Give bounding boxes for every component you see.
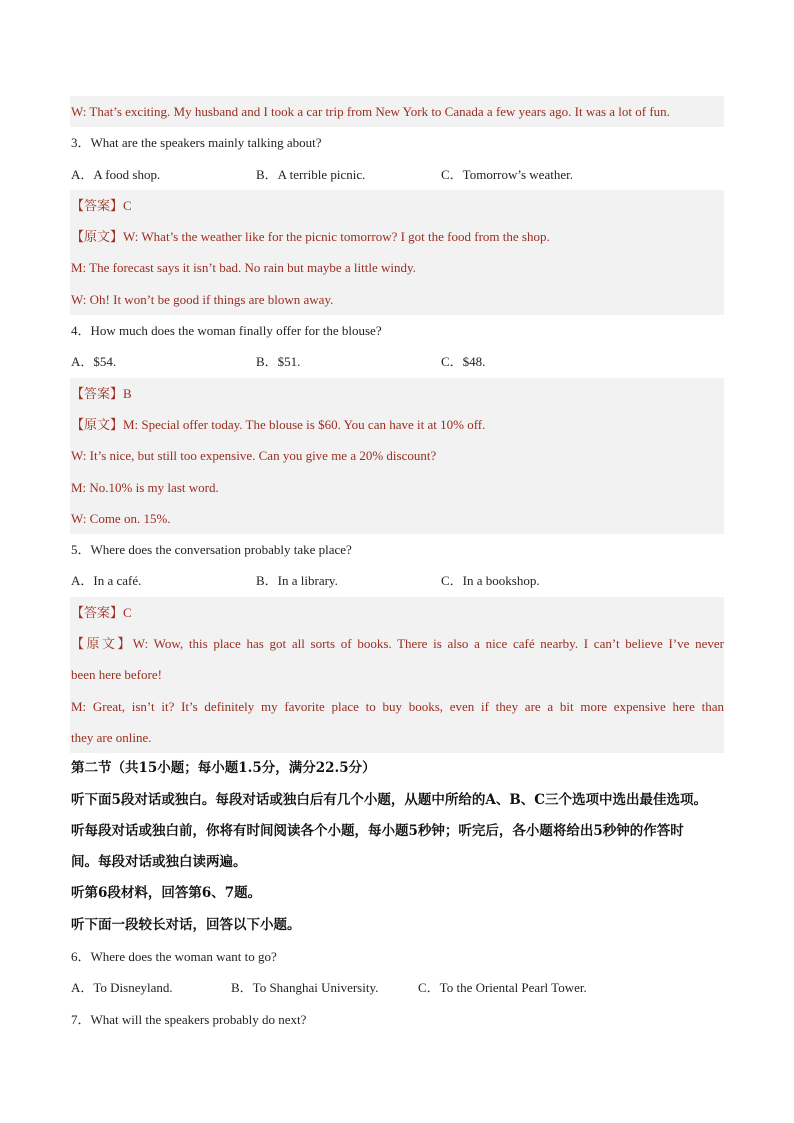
long-dialogue-heading: 听下面一段较长对话，回答以下小题。 [71,916,301,933]
option-b: B．To Shanghai University. [231,980,379,996]
option-b: B．In a library. [256,573,338,589]
transcript-line: W: Come on. 15%. [70,503,724,534]
transcript-line: they are online. [70,722,724,753]
section-2-title: 第二节（共15小题；每小题1.5分，满分22.5分） [71,760,376,777]
transcript-line: been here before! [70,659,724,690]
option-c: C．Tomorrow’s weather. [441,166,573,182]
transcript-line: M: Great, isn’t it? It’s definitely my favorite place to buy books, even if they are a bit more expensive here than [70,691,724,722]
question-3: 3．What are the speakers mainly talking about? [71,135,322,151]
material-heading: 听第6段材料，回答第6、7题。 [71,885,262,902]
question-4: 4．How much does the woman finally offer for the blouse? [71,323,382,339]
section-2-instruction: 间。每段对话或独白读两遍。 [71,854,247,871]
transcript-line: W: Oh! It won’t be good if things are blown away. [70,284,724,315]
question-5: 5．Where does the conversation probably take place? [71,542,352,558]
question-5-options [70,565,724,596]
question-6-options [70,972,724,1003]
dialogue-line: W: That’s exciting. My husband and I took a car trip from New York to Canada a few years ago. It was a lot of fun. [70,96,724,127]
option-a: A．A food shop. [71,166,161,182]
option-a: A．To Disneyland. [71,980,173,996]
option-a: A．In a café. [71,573,142,589]
option-b: B．$51. [256,354,301,370]
option-c: C．$48. [441,354,486,370]
transcript-line: M: No.10% is my last word. [70,472,724,503]
transcript-line: M: The forecast says it isn’t bad. No rain but maybe a little windy. [70,252,724,283]
transcript-line: 【原文】M: Special offer today. The blouse is $60. You can have it at 10% off. [70,409,724,440]
answer-5: 【答案】C [70,597,724,628]
document-page [70,96,724,1035]
transcript-line: 【原文】W: What’s the weather like for the picnic tomorrow? I got the food from the shop. [70,221,724,252]
question-4-options [70,346,724,377]
option-c: C．To the Oriental Pearl Tower. [418,980,587,996]
transcript-line: W: It’s nice, but still too expensive. Can you give me a 20% discount? [70,440,724,471]
section-2-instruction: 听下面5段对话或独白。每段对话或独白后有几个小题，从题中所给的A、B、C三个选项中选出最佳选项。 [71,791,708,808]
section-2-instruction: 听每段对话或独白前，你将有时间阅读各个小题，每小题5秒钟；听完后，各小题将给出5秒钟的作答时 [71,822,684,839]
answer-4: 【答案】B [70,378,724,409]
question-6: 6．Where does the woman want to go? [71,949,277,965]
question-7: 7．What will the speakers probably do next? [71,1011,307,1027]
option-b: B．A terrible picnic. [256,166,366,182]
option-c: C．In a bookshop. [441,573,540,589]
answer-3: 【答案】C [70,190,724,221]
option-a: A．$54. [71,354,117,370]
transcript-line: 【原文】W: Wow, this place has got all sorts of books. There is also a nice café nearby. I can’t believe I’ve never [70,628,724,659]
question-3-options [70,159,724,190]
